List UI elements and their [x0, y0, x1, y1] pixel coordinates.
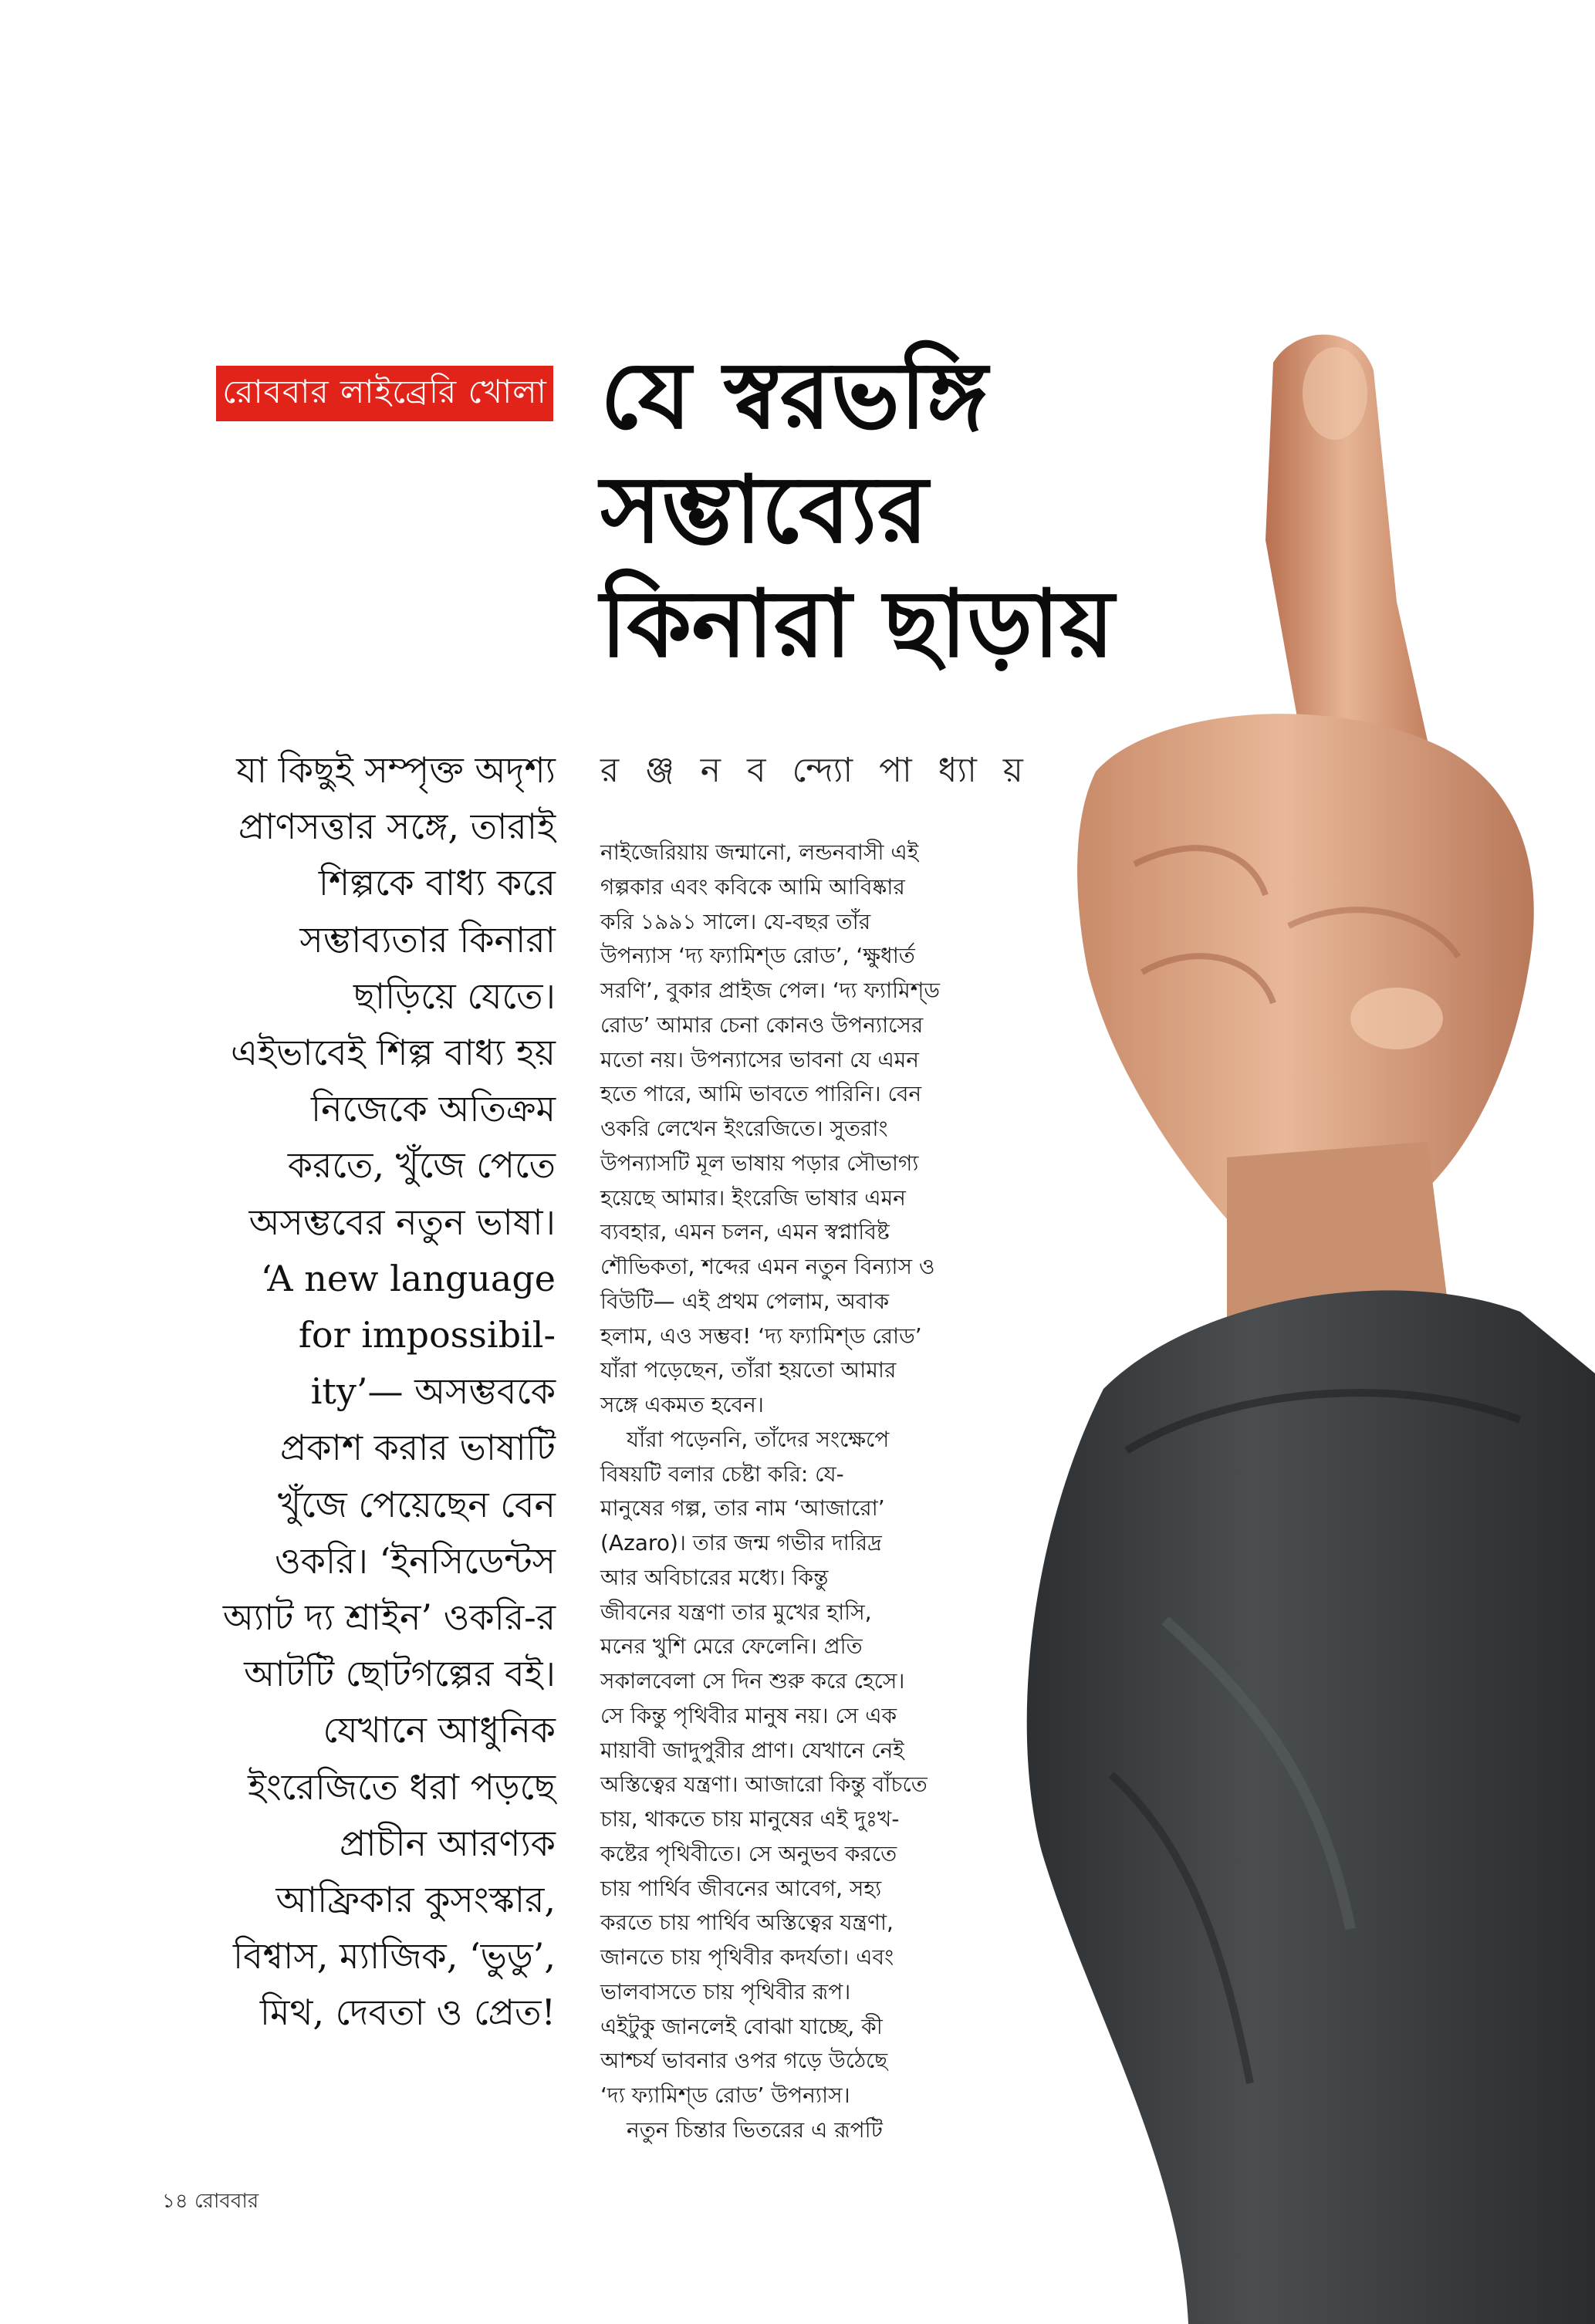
pull-quote-line: করতে, খুঁজে পেতে — [287, 1144, 556, 1187]
body-line: চায়, থাকতে চায় মানুষের এই দুঃখ- — [600, 1806, 900, 1832]
body-line: সে কিন্তু পৃথিবীর মানুষ নয়। সে এক — [600, 1702, 897, 1728]
body-line: সরণি’, বুকার প্রাইজ পেল। ‘দ্য ফ্যামিশ্‌ড — [600, 978, 940, 1003]
body-line: উপন্যাস ‘দ্য ফ্যামিশ্‌ড রোড’, ‘ক্ষুধার্ত — [600, 943, 915, 969]
body-line: ওকরি লেখেন ইংরেজিতে। সুতরাং — [600, 1116, 888, 1141]
body-line: বিষয়টি বলার চেষ্টা করি: যে- — [600, 1461, 844, 1487]
pull-quote-line: আফ্রিকার কুসংস্কার, — [275, 1879, 556, 1921]
body-line: করি ১৯৯১ সালে। যে-বছর তাঁর — [600, 908, 871, 934]
body-line: উপন্যাসটি মূল ভাষায় পড়ার সৌভাগ্য — [600, 1150, 919, 1176]
body-line: মনের খুশি মেরে ফেলেনি। প্রতি — [600, 1633, 863, 1660]
headline-line: সম্ভাব্যের — [600, 457, 928, 564]
body-line: শৌভিকতা, শব্দের এমন নতুন বিন্যাস ও — [600, 1254, 935, 1279]
pull-quote-line: যেখানে আধুনিক — [323, 1709, 556, 1751]
body-line: ভালবাসতে চায় পৃথিবীর রূপ। — [600, 1978, 851, 2005]
body-line: নতুন চিন্তার ভিতরের এ রূপটি — [627, 2116, 883, 2143]
body-line: আর অবিচারের মধ্যে। কিন্তু — [600, 1564, 829, 1590]
pull-quote-line: এইভাবেই শিল্প বাধ্য হয় — [231, 1032, 556, 1074]
pull-quote-line: প্রাচীন আরণ্যক — [339, 1822, 556, 1864]
body-line: মায়াবী জাদুপুরীর প্রাণ। যেখানে নেই — [600, 1737, 904, 1763]
jacket-sleeve — [1027, 1290, 1595, 2324]
body-line: সকালবেলা সে দিন শুরু করে হেসে। — [600, 1668, 905, 1694]
headline-line: কিনারা ছাড়ায় — [600, 571, 1114, 678]
body-line: জানতে চায় পৃথিবীর কদর্যতা। এবং — [600, 1944, 894, 1970]
page-folio: ১৪ রোববার — [162, 2190, 259, 2213]
body-line: হতে পারে, আমি ভাবতে পারিনি। বেন — [600, 1081, 922, 1107]
body-line: করতে চায় পার্থিব অস্তিত্বের যন্ত্রণা, — [600, 1910, 894, 1936]
article-body — [600, 836, 1002, 2148]
pull-quote-line: আটটি ছোটগল্পের বই। — [244, 1653, 556, 1695]
pull-quote-line: খুঁজে পেয়েছেন বেন — [277, 1483, 556, 1525]
pull-quote-line: নিজেকে অতিক্রম — [310, 1088, 556, 1130]
pull-quote-line: সম্ভাব্যতার কিনারা — [299, 918, 556, 961]
body-line: বিউটি— এই প্রথম পেলাম, অবাক — [600, 1288, 890, 1314]
pull-quote-line: প্রাণসত্তার সঙ্গে, তারাই — [238, 806, 556, 848]
body-line: গল্পকার এবং কবিকে আমি আবিষ্কার — [600, 873, 905, 900]
pull-quote-line: প্রকাশ করার ভাষাটি — [280, 1427, 556, 1469]
pull-quote — [116, 742, 556, 2042]
body-line: ব্যবহার, এমন চলন, এমন স্বপ্নাবিষ্ট — [600, 1219, 890, 1245]
body-line: হলাম, এও সম্ভব! ‘দ্য ফ্যামিশ্‌ড রোড’ — [600, 1322, 922, 1349]
pull-quote-line: বিশ্বাস, ম্যাজিক, ‘ভুডু’, — [233, 1935, 556, 1978]
pull-quote-line: যা কিছুই সম্পৃক্ত অদৃশ্য — [236, 749, 556, 791]
body-line: যাঁরা পড়েছেন, তাঁরা হয়তো আমার — [600, 1357, 897, 1383]
body-line: (Azaro)। তার জন্ম গভীর দারিদ্র — [600, 1530, 882, 1556]
body-line: আশ্চর্য ভাবনার ওপর গড়ে উঠেছে — [600, 2048, 888, 2074]
pull-quote-line: অ্যাট দ্য শ্রাইন’ ওকরি-র — [222, 1596, 556, 1639]
pull-quote-line: for impossibil- — [298, 1314, 556, 1356]
body-line: মানুষের গল্প, তার নাম ‘আজারো’ — [600, 1495, 885, 1522]
fist — [1077, 714, 1534, 1219]
body-line: অস্তিত্বের যন্ত্রণা। আজারো কিন্তু বাঁচতে — [600, 1772, 928, 1798]
body-line: চায় পার্থিব জীবনের আবেগ, সহ্য — [600, 1875, 882, 1901]
pull-quote-line: ‘A new language — [260, 1257, 556, 1299]
author-byline: র ঞ্জ ন ব ন্দ্যো পা ধ্যা য় — [600, 751, 1031, 790]
pull-quote-line: ওকরি। ‘ইনসিডেন্টস — [274, 1539, 556, 1582]
body-line: যাঁরা পড়েননি, তাঁদের সংক্ষেপে — [627, 1426, 890, 1452]
body-line: হয়েছে আমার। ইংরেজি ভাষার এমন — [600, 1184, 906, 1211]
body-line: রোড’ আমার চেনা কোনও উপন্যাসের — [600, 1012, 924, 1038]
pull-quote-line: ity’— অসম্ভবকে — [310, 1370, 556, 1413]
body-line: নাইজেরিয়ায় জন্মানো, লন্ডনবাসী এই — [600, 839, 919, 865]
body-line: ‘দ্য ফ্যামিশ্‌ড রোড’ উপন্যাস। — [600, 2082, 850, 2108]
headline-line: যে স্বরভঙ্গি — [600, 343, 988, 450]
pull-quote-line: মিথ, দেবতা ও প্রেত! — [259, 1991, 556, 2034]
body-line: জীবনের যন্ত্রণা তার মুখের হাসি, — [600, 1599, 872, 1625]
pull-quote-line: শিল্পকে বাধ্য করে — [318, 862, 556, 904]
pull-quote-line: অসম্ভবের নতুন ভাষা। — [248, 1201, 556, 1243]
section-tag: রোববার লাইব্রেরি খোলা — [216, 366, 553, 421]
headline — [600, 339, 1279, 682]
body-line: কষ্টের পৃথিবীতে। সে অনুভব করতে — [600, 1840, 897, 1866]
body-line: মতো নয়। উপন্যাসের ভাবনা যে এমন — [600, 1046, 920, 1072]
pull-quote-line: ইংরেজিতে ধরা পড়ছে — [248, 1765, 556, 1808]
pull-quote-line: ছাড়িয়ে যেতে। — [353, 975, 556, 1017]
body-line: সঙ্গে একমত হবেন। — [600, 1392, 764, 1417]
body-line: এইটুকু জানলেই বোঝা যাচ্ছে, কী — [600, 2013, 883, 2039]
